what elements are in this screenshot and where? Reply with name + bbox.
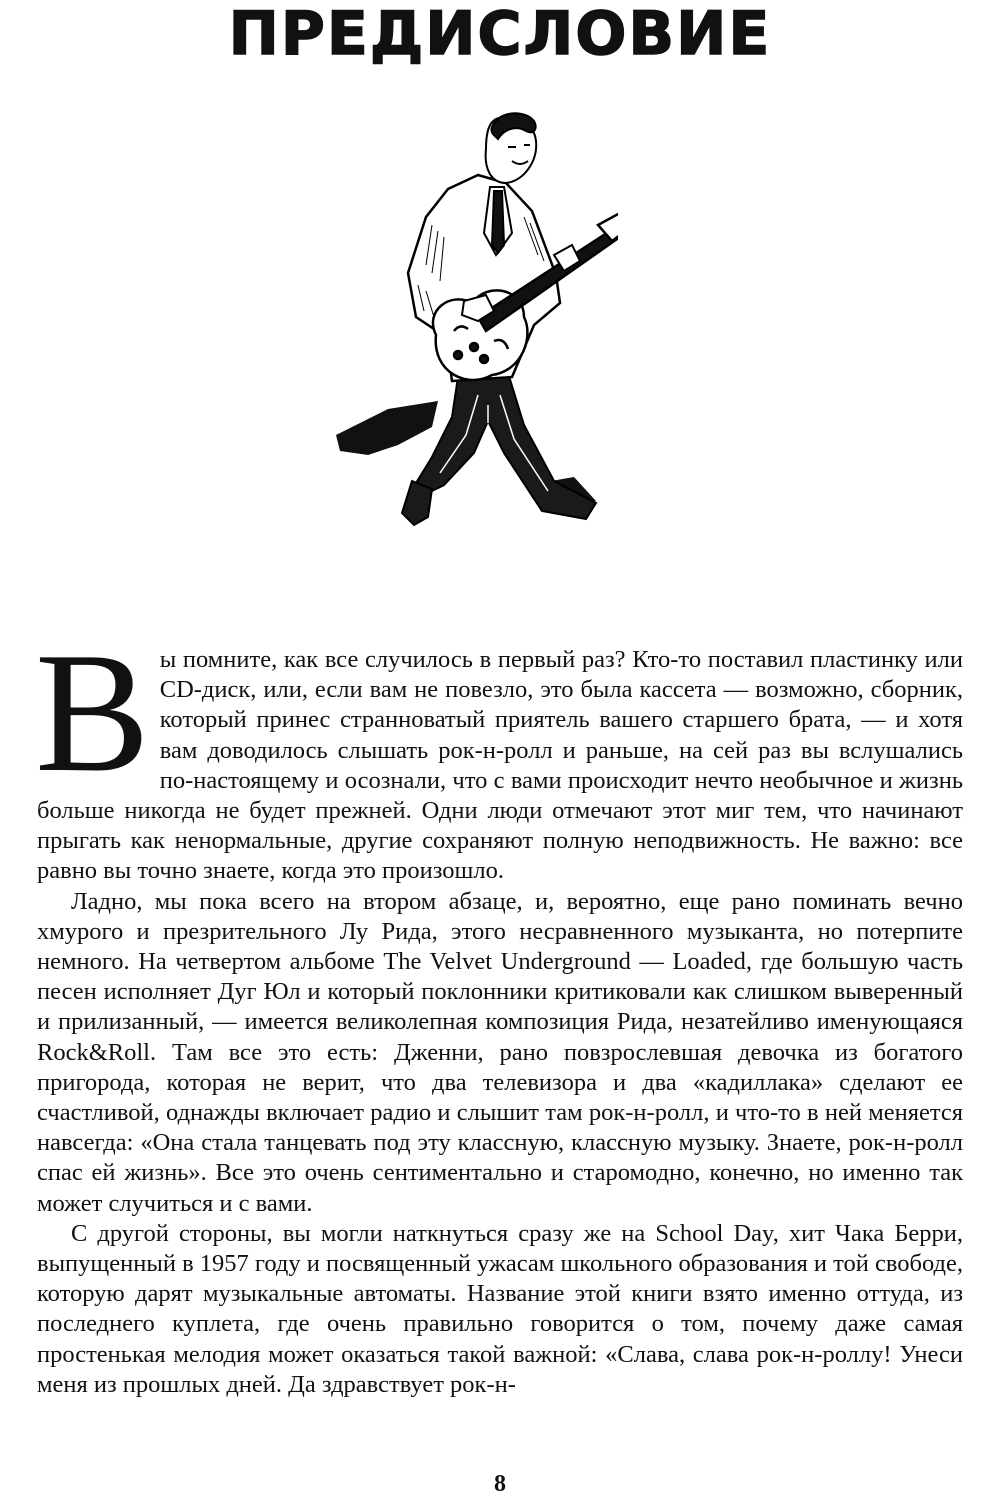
- page-title: ПРЕДИСЛОВИЕ: [228, 0, 772, 69]
- paragraph-1: [35, 618, 963, 887]
- paragraph-1-text: ы помните, как все случилось в первый раз? Кто-то поставил пластинку или CD-диск, или, если вам не повезло, это была кассета — возможно, сборник, который принес странноватый приятель вашего старшего брата, — и хотя вам доводилось слышать рок-н-ролл и раньше, на сей раз вы вслушались по-настоящему и осознали, что с вами происходит нечто необычное и жизнь больше никогда не будет прежней. Одни люди отмечают этот миг тем, что начинают прыгать как ненормальные, другие сохраняют полную неподвижность. Не важно: все равно вы точно знаете, когда это произошло.: [37, 646, 963, 885]
- paragraph-3: С другой стороны, вы могли наткнуться сразу же на School Day, хит Чака Берри, выпущенный в 1957 году и посвященный ужасам школьного образования и той свободе, которую дарят музыкальные автоматы. Название этой книги взято именно оттуда, из последнего куплета, где очень правильно говорится о том, почему даже самая простенькая мелодия может оказаться такой важной: «Слава, слава рок-н-роллу! Унеси меня из прошлых дней. Да здравствует рок-н-: [37, 1219, 963, 1398]
- foreword-text: [35, 618, 963, 1400]
- paragraph-2: Ладно, мы пока всего на втором абзаце, и, вероятно, еще рано поминать вечно хмурого и презрительного Лу Рида, этого несравненного музыканта, но потерпите немного. На четвертом альбоме The Velvet Underground — Loaded, где большую часть песен исполняет Дуг Юл и который поклонники критиковали как слишком выверенный и прилизанный, — имеется великолепная композиция Рида, незатейливо именующаяся Rock&Roll. Там все это есть: Дженни, рано повзрослевшая девочка из богатого пригорода, которая не верит, что два телевизора и два «кадиллака» сделают ее счастливой, однажды включает радио и слышит там рок-н-ролл, и что-то в ней меняется навсегда: «Она стала танцевать под эту классную, классную музыку. Знаете, рок-н-ролл спас ей жизнь». Все это очень сентиментально и старомодно, конечно, но именно так может случиться и с вами.: [37, 887, 963, 1217]
- drop-cap: В: [35, 618, 150, 808]
- trousers: [402, 373, 596, 525]
- head: [486, 113, 537, 183]
- page-number: 8: [494, 1471, 506, 1497]
- guitarist-illustration: [328, 105, 618, 535]
